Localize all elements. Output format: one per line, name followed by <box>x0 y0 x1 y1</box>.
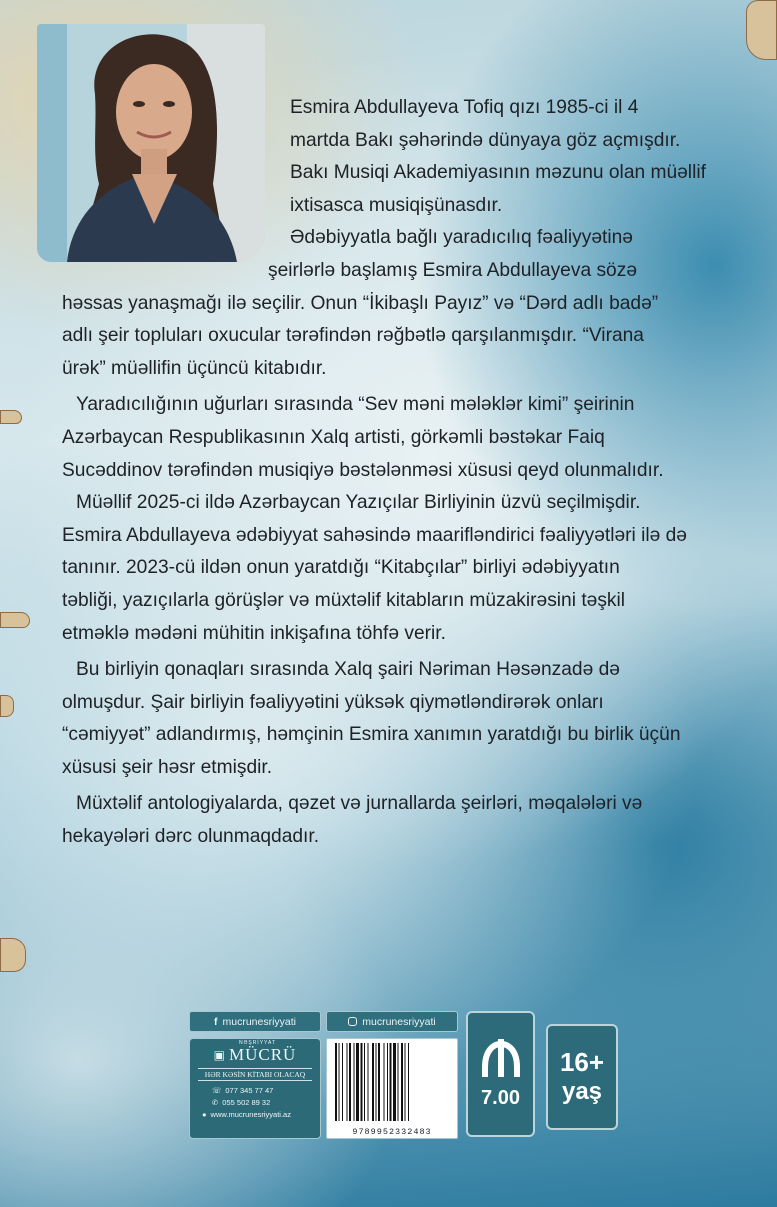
barcode-bar <box>408 1043 409 1121</box>
peeling-paint <box>0 938 26 972</box>
barcode-bar <box>354 1043 355 1121</box>
barcode-bar <box>349 1043 351 1121</box>
whatsapp-icon: ✆ <box>212 1098 219 1107</box>
peeling-paint <box>746 0 777 60</box>
publisher-logo-card <box>189 1038 321 1139</box>
phone-row: ☏ 077 345 77 47 <box>212 1086 274 1095</box>
instagram-icon <box>348 1017 357 1026</box>
barcode-bar <box>364 1043 365 1121</box>
bio-paragraph: Müəllif 2025-ci ildə Azərbaycan Yazıçılar Birliyinin üzvü seçilmişdir. Esmira Abdullayeva ədəbiyyat sahəsində maarifləndirici fəaliyyətləri ilə də tanınır. 2023-cü ildən onun yaratdığı “Kitabçılar” birliyi ədəbiyyatın təbliği, yazıçılarla görüşlər və müxtəlif kitabların müzakirəsini təşkil etməklə mədəni mühitin inkişafına töhfə verir. <box>62 492 687 644</box>
globe-icon: ● <box>202 1110 207 1119</box>
age-unit: yaş <box>561 1078 603 1105</box>
barcode-bar <box>390 1043 392 1121</box>
book-icon: ▣ <box>213 1048 225 1062</box>
barcode-bar <box>335 1043 337 1121</box>
instagram-link[interactable]: mucrunesriyyati <box>326 1011 458 1032</box>
publisher-slogan: HƏR KƏSİN KİTABI OLACAQ <box>198 1068 312 1081</box>
barcode-bar <box>405 1043 406 1121</box>
barcode-bar <box>378 1043 380 1121</box>
bio-paragraph: Ədəbiyyatla bağlı yaradıcılıq fəaliyyətinə şeirlərlə başlamış Esmira Abdullayeva sözə <box>268 227 637 281</box>
barcode-bar <box>361 1043 363 1121</box>
price-value: 7.00 <box>481 1086 520 1109</box>
isbn-number: 9789952332483 <box>352 1127 432 1137</box>
barcode-bars <box>333 1043 451 1121</box>
age-number: 16+ <box>559 1047 605 1077</box>
phone-icon: ☏ <box>212 1086 222 1095</box>
facebook-link[interactable]: f mucrunesriyyati <box>189 1011 321 1032</box>
barcode-bar <box>368 1043 369 1121</box>
peeling-paint <box>0 695 14 717</box>
barcode-block <box>326 1011 458 1137</box>
barcode-bar <box>342 1043 343 1121</box>
barcode-bar <box>387 1043 388 1121</box>
barcode-bar <box>347 1043 348 1121</box>
facebook-icon: f <box>213 1015 218 1028</box>
author-biography <box>62 92 710 854</box>
manat-icon <box>479 1039 523 1079</box>
bio-paragraph: Yaradıcılığının uğurları sırasında “Sev məni mələklər kimi” şeirinin Azərbaycan Respublikasının Xalq artisti, görkəmli bəstəkar Faiq Sucəddinov tərəfindən musiqiyə bəstələnməsi xüsusi qeyd olunmalıdır. <box>62 394 664 481</box>
peeling-paint <box>0 612 30 628</box>
publisher-logo: ▣ NƏŞRİYYAT MÜCRÜ <box>213 1040 297 1064</box>
barcode-bar <box>401 1043 403 1121</box>
bio-paragraph: Esmira Abdullayeva Tofiq qızı 1985-ci il 4 martda Bakı şəhərində dünyaya göz açmışdır. Bakı Musiqi Akademiyasının məzunu olan müəllif ixtisasca musiqişünasdır. <box>290 97 706 216</box>
age-rating-badge <box>546 1024 618 1130</box>
barcode-bar <box>376 1043 377 1121</box>
price-badge <box>466 1011 535 1137</box>
bio-paragraph: Müxtəlif antologiyalarda, qəzet və jurnallarda şeirləri, məqalələri və hekayələri dərc olunmaqdadır. <box>62 793 643 848</box>
peeling-paint <box>0 410 22 424</box>
barcode-bar <box>398 1043 399 1121</box>
website-row[interactable]: ● www.mucrunesriyyati.az <box>202 1110 291 1119</box>
bio-paragraph: Bu birliyin qonaqları sırasında Xalq şairi Nəriman Həsənzadə də olmuşdur. Şair birliyin fəaliyyətini yüksək qiymətləndirərək onları “cəmiyyət” adlandırmış, həmçinin Esmira xanımın yaratdığı bu birlik üçün xüsusi şeir həsr etmişdir. <box>62 659 681 778</box>
barcode-bar <box>393 1043 396 1121</box>
bio-paragraph: həssas yanaşmağı ilə seçilir. Onun “İkibaşlı Payız” və “Dərd adlı badə” adlı şeir topluları oxucular tərəfindən rəğbətlə qarşılanmışdır. “Virana ürək” müəllifin üçüncü kitabıdır. <box>62 292 659 379</box>
barcode-bar <box>372 1043 374 1121</box>
publisher-block <box>189 1011 321 1137</box>
barcode-bar <box>339 1043 340 1121</box>
phone-row: ✆ 055 502 89 32 <box>212 1098 271 1107</box>
isbn-barcode <box>326 1038 458 1139</box>
barcode-bar <box>384 1043 385 1121</box>
barcode-bar <box>356 1043 359 1121</box>
